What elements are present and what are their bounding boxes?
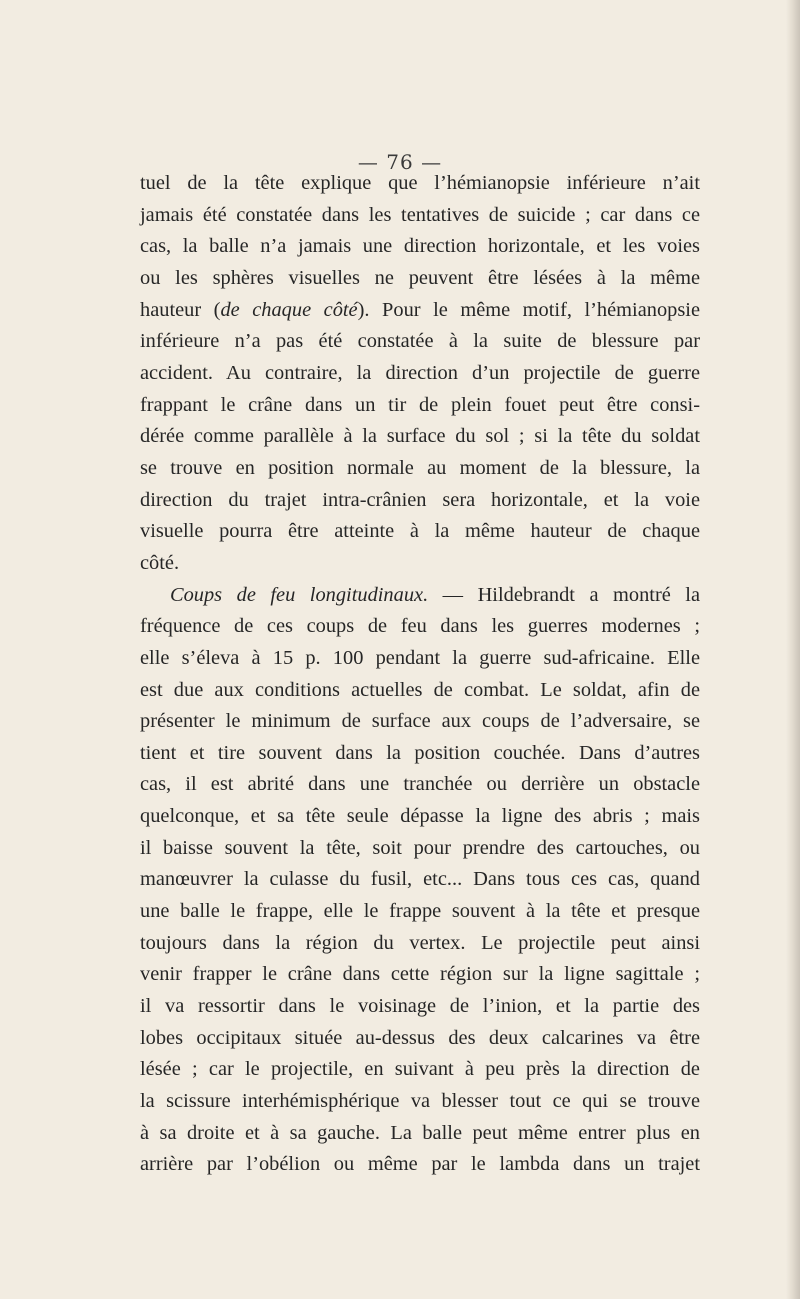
text-line: il baisse souvent la tête, soit pour prendre des cartouches, ou [140,836,700,859]
text-line: jamais été constatée dans les tentatives de suicide ; car dans ce [140,203,700,226]
text-line: quelconque, et sa tête seule dépasse la ligne des abris ; mais [140,805,700,828]
body-text [140,168,700,1181]
text-line: présenter le minimum de surface aux coups de l’adversaire, se [140,710,700,733]
text-line [140,580,700,612]
text-line [140,295,700,327]
text-segment: ). Pour le même motif, l’hémianopsie [357,298,700,321]
text-line: inférieure n’a pas été constatée à la suite de blessure par [140,330,700,353]
text-line: il va ressortir dans le voisinage de l’inion, et la partie des [140,995,700,1018]
text-line: lésée ; car le projectile, en suivant à peu près la direction de [140,1058,700,1081]
text-segment: hauteur ( [140,298,221,321]
page-number: — 76 — [357,150,443,174]
text-line: tuel de la tête explique que l’hémianopsie inférieure n’ait [140,172,700,194]
text-line: visuelle pourra être atteinte à la même hauteur de chaque [140,520,700,543]
text-segment: — Hildebrandt a montré la [428,583,700,606]
text-line: la scissure interhémisphérique va blesser tout ce qui se trouve [140,1090,700,1113]
italic-text: de chaque côté [220,298,358,321]
text-line: lobes occipitaux située au-dessus des deux calcarines va être [140,1026,700,1049]
text-line: ou les sphères visuelles ne peuvent être lésées à la même [140,266,700,289]
text-line: dérée comme parallèle à la surface du sol ; si la tête du soldat [140,425,700,448]
text-line: une balle le frappe, elle le frappe souvent à la tête et presque [140,900,700,923]
text-line: se trouve en position normale au moment de la blessure, la [140,456,700,479]
text-line: côté. [140,551,180,574]
text-line: à sa droite et à sa gauche. La balle peut même entrer plus en [140,1121,700,1144]
text-line: cas, la balle n’a jamais une direction horizontale, et les voies [140,235,700,258]
text-line: arrière par l’obélion ou même par le lambda dans un trajet [140,1153,700,1176]
page-edge-shadow [786,0,800,1299]
text-line: cas, il est abrité dans une tranchée ou derrière un obstacle [140,773,700,796]
text-line: venir frapper le crâne dans cette région sur la ligne sagittale ; [140,963,700,986]
text-line: frappant le crâne dans un tir de plein fouet peut être consi- [140,393,700,416]
text-line: est due aux conditions actuelles de combat. Le soldat, afin de [140,678,700,701]
text-line: direction du trajet intra-crânien sera horizontale, et la voie [140,488,700,511]
text-line: elle s’éleva à 15 p. 100 pendant la guerre sud-africaine. Elle [140,646,700,669]
text-line: fréquence de ces coups de feu dans les guerres modernes ; [140,615,700,638]
text-line: accident. Au contraire, la direction d’un projectile de guerre [140,361,700,384]
text-line: tient et tire souvent dans la position couchée. Dans d’autres [140,741,700,764]
text-line: manœuvrer la culasse du fusil, etc... Dans tous ces cas, quand [140,868,700,891]
italic-text: Coups de feu longitudinaux. [170,583,429,606]
text-line: toujours dans la région du vertex. Le projectile peut ainsi [140,931,700,954]
